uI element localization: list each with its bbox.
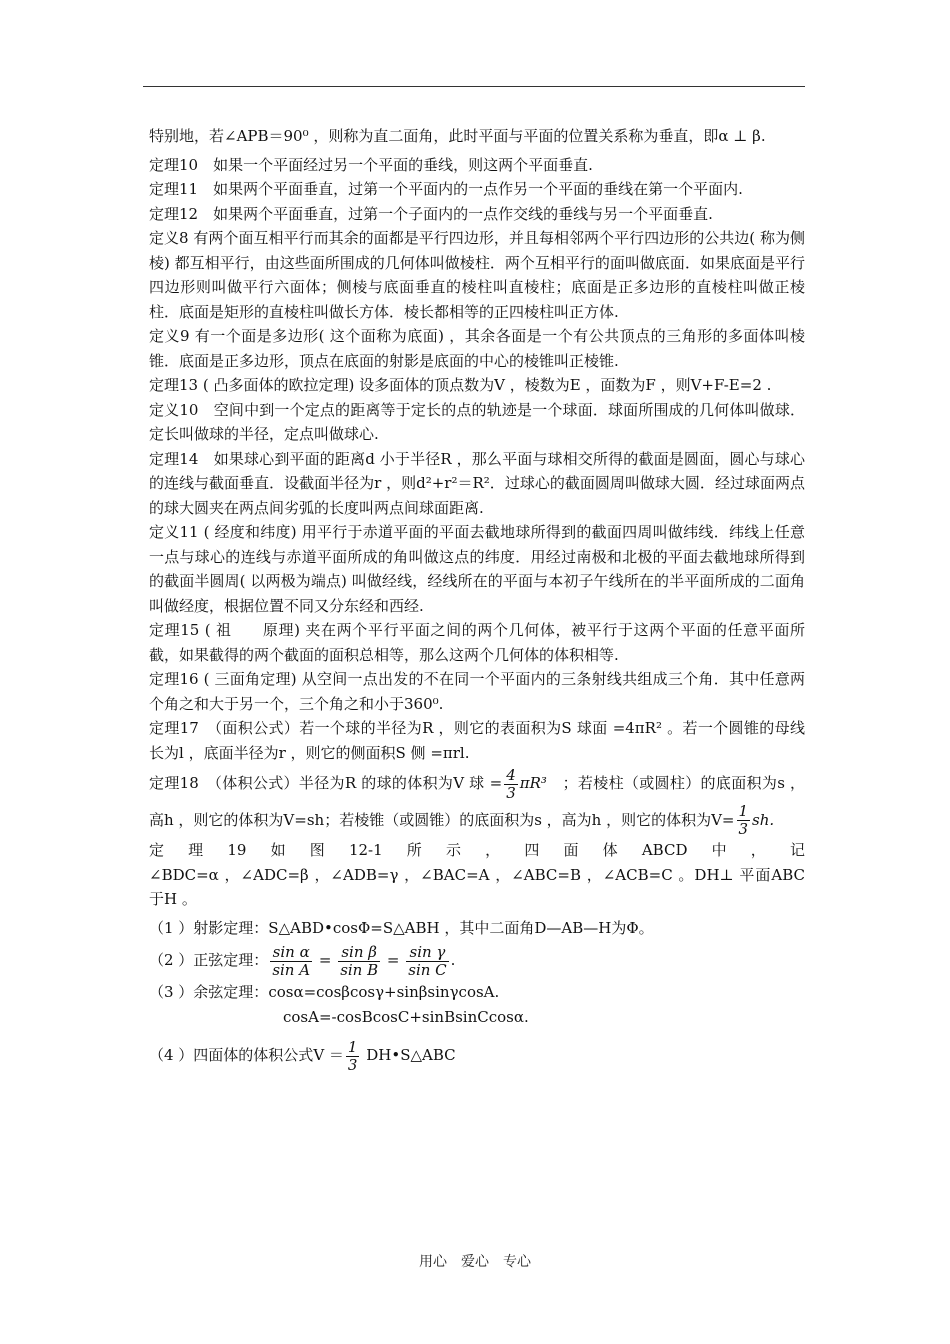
theorem-13: 定理13 ( 凸多面体的欧拉定理) 设多面体的顶点数为V ，棱数为E ，面数为F ，则V+F-E=2 .	[149, 376, 772, 394]
theorem-17: 定理17 （面积公式）若一个球的半径为R ，则它的表面积为S 球面 =4πR² 。若一个圆锥的母线长为l ，底面半径为r ，则它的侧面积S 侧 =πrl.	[149, 719, 805, 762]
document-body	[149, 124, 805, 1075]
sine-fraction-b: $\frac{\text{sin β}}{\text{sin B}}$	[340, 942, 379, 979]
theorem-19-head-token: 定	[149, 841, 165, 859]
theorem-19-head-token: 图	[309, 841, 325, 859]
theorem-15: 定理15 ( 祖 原理) 夹在两个平行平面之间的两个几何体，被平行于这两个平面的任意平面所截，如果截得的两个截面的面积总相等，那么这两个几何体的体积相等.	[149, 621, 805, 664]
theorem-19-head-token: ABCD	[641, 841, 688, 859]
theorem-19-head-token: ，	[750, 841, 766, 859]
volume-fraction: $\frac{1}{3}$	[347, 1037, 358, 1074]
page-footer: 用心 爱心 专心	[419, 1254, 531, 1270]
theorem-19-projection: （1 ）射影定理：S△ABD•cosΦ=S△ABH ，其中二面角D—AB—H为Φ。	[149, 918, 654, 937]
theorem-19-head	[149, 838, 805, 863]
theorem-16: 定理16 ( 三面角定理) 从空间一点出发的不在同一个平面内的三条射线共组成三个角．其中任意两个角之和大于另一个，三个角之和小于360⁰.	[149, 670, 805, 713]
fraction-4-3: $\frac{4}{3}$	[506, 765, 516, 802]
definition-9: 定义9 有一个面是多边形( 这个面称为底面) ，其余各面是一个有公共顶点的三角形的多面体叫棱锥．底面是正多边形，顶点在底面的射影是底面的中心的棱锥叫正棱锥.	[149, 327, 805, 370]
sine-fraction-a: $\frac{\text{sin α}}{\text{sin A}}$	[272, 942, 311, 979]
theorem-19-volume: （4 ）四面体的体积公式V ＝ $\frac{1}{3}$ DH•S△ABC	[149, 1037, 456, 1074]
theorem-19-head-token: 示	[445, 841, 461, 859]
theorem-19-head-token: 19	[227, 841, 247, 859]
header-rule	[143, 86, 805, 87]
theorem-12: 定理12 如果两个平面垂直，过第一个子面内的一点作交线的垂线与另一个平面垂直.	[149, 204, 713, 223]
theorem-19-cosine-law: （3 ）余弦定理：cosα=cosβcosγ+sinβsinγcosA.	[149, 983, 500, 1001]
theorem-14: 定理14 如果球心到平面的距离d 小于半径R ，那么平面与球相交所得的截面是圆面，圆心与球心的连线与截面垂直．设截面半径为r ，则d²+r²＝R²．过球心的截面圆周叫做球大圆．经过球面两点的球大圆夹在两点间劣弧的长度叫两点间球面距离.	[149, 449, 805, 517]
paragraph-dihedral: 特别地，若∠APB＝90⁰ ，则称为直二面角，此时平面与平面的位置关系称为垂直，即α ⊥ β.	[149, 127, 766, 145]
definition-11: 定义11 ( 经度和纬度) 用平行于赤道平面的平面去截地球所得到的截面四周叫做纬线．纬线上任意一点与球心的连线与赤道平面所成的角叫做这点的纬度．用经过南极和北极的平面去截地球所得到的截面半圆周( 以两极为端点) 叫做经线，经线所在的平面与本初子午线所在的半平面所成的二面角叫做经度，根据位置不同又分东经和西经.	[149, 523, 805, 615]
theorem-19-head-token: 中	[711, 841, 727, 859]
theorem-19-head-token: 理	[188, 841, 204, 859]
theorem-19-head-token: 如	[270, 841, 286, 859]
theorem-19-head-token: 面	[563, 841, 579, 859]
theorem-11: 定理11 如果两个平面垂直，过第一个平面内的一点作另一个平面的垂线在第一个平面内.	[149, 180, 743, 198]
definition-8: 定义8 有两个面互相平行而其余的面都是平行四边形，并且每相邻两个平行四边形的公共边( 称为侧棱) 都互相平行，由这些面所围成的几何体叫做棱柱．两个互相平行的面叫做底面．如果底面是平行四边形则叫做平行六面体；侧棱与底面垂直的棱柱叫直棱柱；底面是正多边形的直棱柱叫做正棱柱．底面是矩形的直棱柱叫做长方体．棱长都相等的正四棱柱叫正方体.	[149, 229, 805, 321]
definition-10: 定义10 空间中到一个定点的距离等于定长的点的轨迹是一个球面．球面所围成的几何体叫做球．定长叫做球的半径，定点叫做球心.	[149, 400, 805, 443]
theorem-19-head-token: ，	[485, 841, 501, 859]
theorem-10: 定理10 如果一个平面经过另一个平面的垂线，则这两个平面垂直.	[149, 155, 593, 174]
theorem-19-head-token: 12-1	[348, 841, 383, 859]
theorem-19-head-token: 所	[406, 841, 422, 859]
theorem-19-head-token: 体	[602, 841, 618, 859]
theorem-18: 定理18 （体积公式）半径为R 的球的体积为V 球 = $\frac{4}{3}$ πR³ ；若棱柱（或圆柱）的底面积为s ，高h ，则它的体积为V=sh；若棱锥（或圆锥）的底面积为s ，高为h ，则它的体积为V= $\frac{1}{3}$ sh.	[149, 765, 805, 838]
sine-fraction-c: $\frac{\text{sin γ}}{\text{sin C}}$	[408, 942, 447, 979]
theorem-19-head-token: 四	[524, 841, 540, 859]
theorem-19-head-token: 记	[789, 841, 805, 859]
fraction-1-3: $\frac{1}{3}$	[738, 802, 749, 838]
theorem-19-sine-law: （2 ）正弦定理： $\frac{\text{sin α}}{\text{sin A}}$ = $\frac{\text{sin β}}{\text{sin B}}$ = $\frac{\text{sin γ}}{\text{sin C}}$ .	[149, 942, 456, 979]
theorem-19-angles: ∠BDC=α ，∠ADC=β ，∠ADB=γ ，∠BAC=A ，∠ABC=B ，∠ACB=C 。DH⊥ 平面ABC 于H 。	[149, 865, 805, 908]
theorem-19-cosine-law-2: cosA=-cosBcosC+sinBsinCcosα.	[283, 1007, 529, 1026]
